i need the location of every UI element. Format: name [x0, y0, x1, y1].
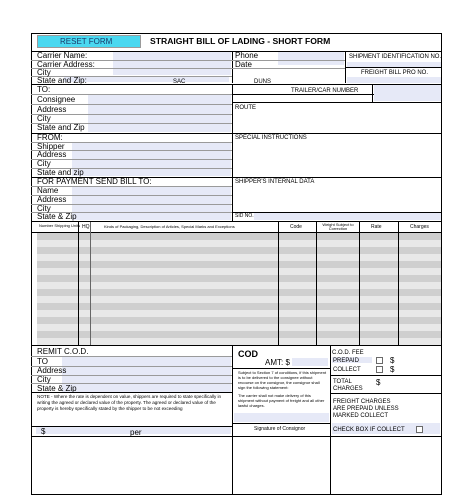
signature-label: Signature of Consignor [254, 426, 306, 432]
value-note: NOTE - Where the rate is dependent on value, shippers are required to state specifically in writing the agreed or declared value of the property. The agreed or declared value of the property is hereby specifically stated by the shipper to be not exceeding [37, 394, 222, 411]
col-weight: Weight Subject to Correction [322, 222, 354, 231]
total-dollar: $ [376, 378, 381, 387]
remit-state-zip-label: State & Zip [37, 384, 77, 393]
remit-cod-label: REMIT C.O.D. [37, 347, 89, 356]
trailer-label: TRAILER/CAR NUMBER [291, 88, 359, 94]
sac-label: SAC [173, 79, 186, 85]
cod-fee-label: C.O.D. FEE [332, 350, 364, 356]
bill-state-zip-label: State & Zip [37, 212, 77, 221]
consignor-subject-note: Subject to Section 7 of conditions, if this shipment is to be delivered to the consignee without recourse on the consignor, the consignor shall sign the following statement: [238, 370, 327, 390]
carrier-name-label: Carrier Name: [37, 51, 88, 60]
freight-bill-label: FREIGHT BILL PRO NO. [361, 70, 429, 76]
cod-amount-label: AMT: $ [265, 358, 290, 367]
date-label: Date [235, 60, 252, 69]
form-title: STRAIGHT BILL OF LADING - SHORT FORM [150, 36, 331, 46]
freight-bill-field[interactable] [347, 77, 441, 83]
payment-heading: FOR PAYMENT SEND BILL TO: [37, 177, 152, 186]
shipment-id-label: SHIPMENT IDENTIFICATION NO. [349, 54, 442, 60]
consignor-signature-field[interactable] [234, 413, 329, 422]
sid-label: SID NO. [235, 213, 254, 219]
route-label: ROUTE [235, 105, 256, 111]
collect-label: COLLECT [333, 367, 361, 373]
collect-checkbox[interactable] [376, 366, 383, 373]
bill-city-label: City [37, 204, 51, 213]
shipper-address-label: Address [37, 150, 67, 159]
state-zip-label: State and Zip: [37, 76, 87, 85]
col-charges: Charges [410, 224, 429, 230]
col-shipping-units: Number Shipping Units [39, 223, 81, 228]
city-label: City [37, 68, 51, 77]
total-label: TOTAL [333, 379, 352, 385]
prepaid-label: PREPAID [333, 358, 359, 364]
to-label: TO: [37, 85, 51, 94]
consignee-state-zip-label: State and Zip [37, 123, 85, 132]
remit-address-label: Address [37, 366, 67, 375]
freight-charges-line1: FREIGHT CHARGES [333, 399, 391, 405]
remit-city-label: City [37, 375, 51, 384]
check-if-collect-label: CHECK BOX IF COLLECT [333, 427, 405, 433]
collect-dollar: $ [390, 365, 395, 374]
shipper-state-zip-label: State and zip [37, 168, 84, 177]
shipper-label: Shipper [37, 142, 65, 151]
consignee-city-label: City [37, 114, 51, 123]
col-rate: Rate [371, 224, 382, 230]
collect-freight-checkbox[interactable] [416, 426, 423, 433]
from-label: FROM: [37, 133, 63, 142]
declared-value-per: per [130, 428, 142, 437]
col-hq: HQ [82, 224, 90, 230]
phone-label: Phone [235, 51, 259, 60]
consignee-address-label: Address [37, 105, 67, 114]
bill-name-label: Name [37, 186, 59, 195]
consignee-label: Consignee [37, 95, 76, 104]
remit-to-label: TO [37, 357, 48, 366]
prepaid-checkbox[interactable] [376, 357, 383, 364]
freight-charges-line3: MARKED COLLECT [333, 413, 389, 419]
declared-value-dollar: $ [41, 427, 46, 436]
shipper-city-label: City [37, 159, 51, 168]
carrier-statement: The carrier shall not make delivery of this shipment without payment of freight and all other lawful charges. [238, 393, 325, 408]
duns-label: DUNS [254, 79, 272, 85]
col-code: Code [290, 224, 302, 230]
special-instructions-label: SPECIAL INSTRUCTIONS [235, 135, 307, 141]
freight-charges-line2: ARE PREPAID UNLESS [333, 406, 399, 412]
cod-label: COD [238, 349, 258, 359]
reset-form-label: RESET FORM [60, 37, 113, 46]
bill-address-label: Address [37, 195, 67, 204]
charges-label: CHARGES [333, 386, 363, 392]
internal-data-label: SHIPPER'S INTERNAL DATA [235, 179, 315, 185]
prepaid-dollar: $ [390, 356, 395, 365]
carrier-address-label: Carrier Address: [37, 60, 95, 69]
carrier-field-fill [113, 52, 231, 75]
col-description: Kinds of Packaging, Description of Articles, Special Marks and Exceptions [104, 224, 235, 229]
